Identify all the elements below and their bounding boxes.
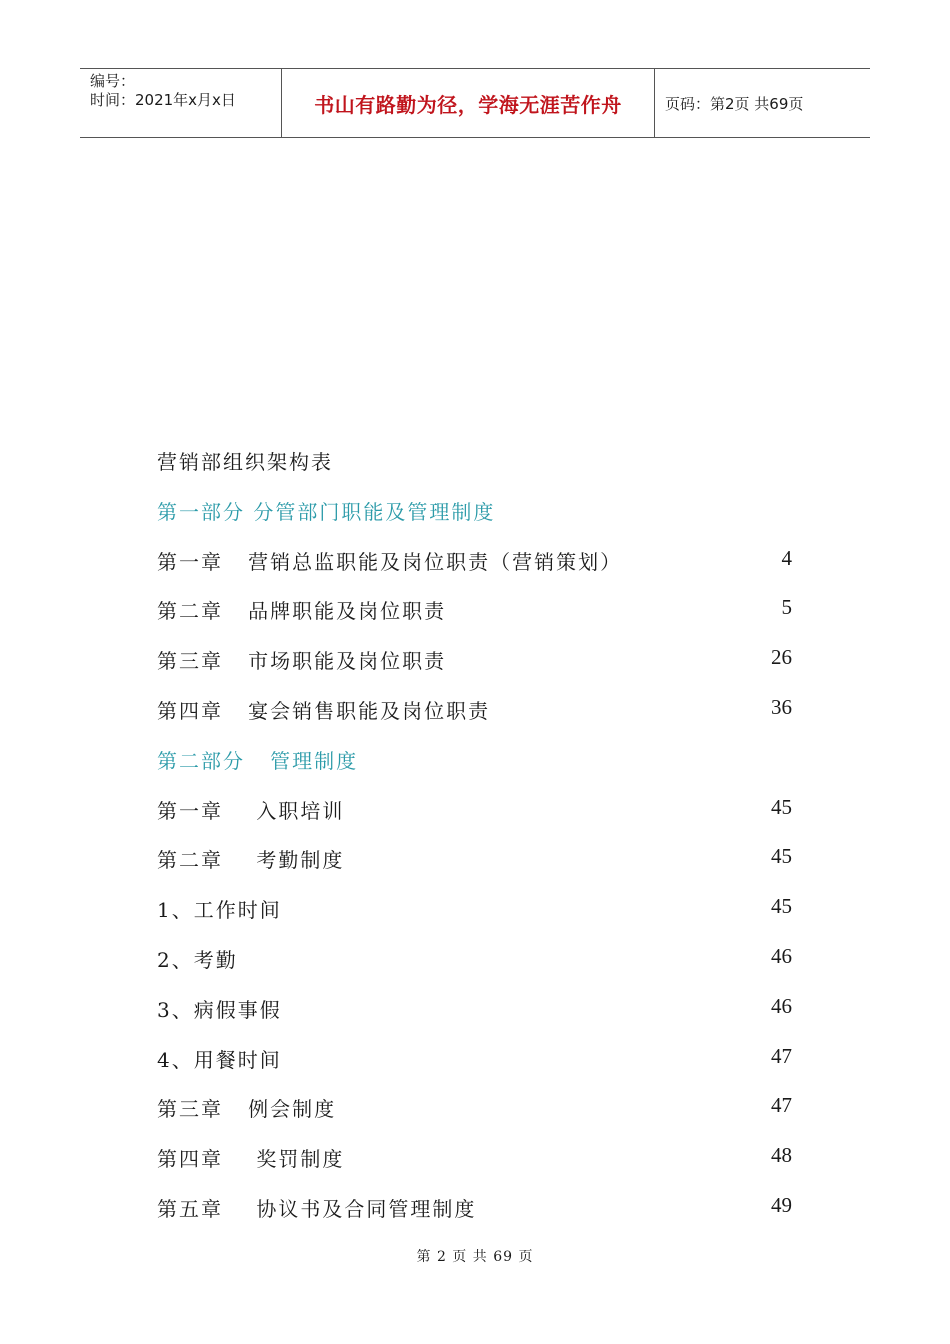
toc-row-part [157, 490, 792, 540]
toc-label: 第五章 协议书及合同管理制度 [157, 1196, 477, 1221]
toc-label: 营销部组织架构表 [157, 450, 333, 474]
toc-row [157, 938, 792, 988]
toc-label: 第二章 考勤制度 [157, 848, 345, 873]
page-header [80, 68, 870, 138]
toc-row [157, 1087, 792, 1137]
toc-page: 45 [771, 794, 792, 819]
toc-row [157, 589, 792, 639]
toc-row [157, 639, 792, 689]
toc-row [157, 540, 792, 590]
toc-page: 48 [771, 1143, 792, 1168]
footer-page-number: 第 2 页 共 69 页 [416, 1249, 534, 1265]
toc-label: 第一部分 分管部门职能及管理制度 [157, 499, 496, 524]
toc-label: 3、病假事假 [157, 997, 282, 1022]
toc-row [157, 689, 792, 739]
toc-page: 36 [771, 694, 792, 719]
toc-page: 47 [771, 1043, 792, 1068]
toc-row [157, 1187, 792, 1237]
toc-row [157, 888, 792, 938]
header-motto: 书山有路勤为径，学海无涯苦作舟 [314, 92, 622, 117]
toc-label: 4、用餐时间 [157, 1047, 282, 1072]
toc-row [157, 1038, 792, 1088]
toc-row [157, 988, 792, 1038]
toc-label: 第一章 营销总监职能及岗位职责（营销策划） [157, 549, 623, 574]
toc-label: 2、考勤 [157, 947, 238, 972]
toc-row [157, 440, 792, 490]
table-of-contents [157, 440, 792, 1237]
toc-page: 46 [771, 993, 792, 1018]
header-meta-cell [80, 69, 282, 137]
header-page-info: 页码：第2页 共69页 [665, 94, 804, 113]
toc-page: 47 [771, 1093, 792, 1118]
page-footer [0, 1246, 950, 1266]
header-page-cell [655, 69, 870, 137]
toc-label: 第三章 市场职能及岗位职责 [157, 649, 447, 674]
toc-row [157, 838, 792, 888]
toc-label: 第一章 入职培训 [157, 798, 345, 823]
toc-page: 5 [781, 595, 792, 620]
toc-label: 第三章 例会制度 [157, 1097, 337, 1122]
toc-row [157, 1137, 792, 1187]
toc-row [157, 789, 792, 839]
toc-page: 4 [781, 545, 792, 570]
toc-page: 45 [771, 894, 792, 919]
header-motto-cell [282, 69, 655, 137]
doc-number-label: 编号： [90, 72, 136, 90]
toc-page: 46 [771, 943, 792, 968]
toc-label: 第四章 宴会销售职能及岗位职责 [157, 698, 491, 723]
toc-page: 45 [771, 844, 792, 869]
toc-page: 26 [771, 645, 792, 670]
toc-row-part [157, 739, 792, 789]
toc-label: 第四章 奖罚制度 [157, 1147, 345, 1172]
toc-label: 第二章 品牌职能及岗位职责 [157, 599, 447, 624]
toc-label: 第二部分 管理制度 [157, 748, 359, 773]
doc-time-label: 时间：2021年x月x日 [90, 91, 236, 109]
toc-page: 49 [771, 1192, 792, 1217]
toc-label: 1、工作时间 [157, 898, 282, 923]
